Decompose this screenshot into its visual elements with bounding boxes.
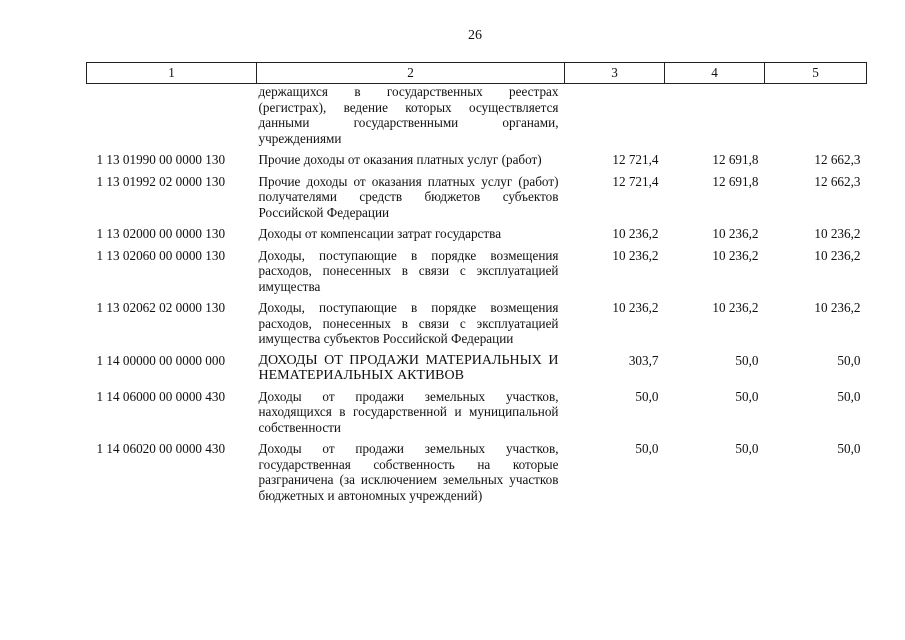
row-value-col3: 12 721,4	[612, 152, 659, 167]
table-row	[87, 300, 867, 353]
row-value-col4: 10 236,2	[712, 247, 759, 263]
row-value-col5: 10 236,2	[814, 247, 861, 263]
table-row	[87, 248, 867, 301]
row-code: 1 13 02000 00 0000 130	[96, 226, 226, 241]
table-row	[87, 152, 867, 174]
row-name: ДОХОДЫ ОТ ПРОДАЖИ МАТЕРИАЛЬНЫХ И НЕМАТЕРИАЛЬНЫХ АКТИВОВ	[258, 352, 559, 383]
row-value-col5: 50,0	[837, 352, 861, 368]
table-row	[87, 226, 867, 248]
row-code: 1 13 01992 02 0000 130	[96, 173, 226, 189]
row-value-col3: 10 236,2	[612, 247, 659, 263]
row-value-col5: 12 662,3	[814, 152, 861, 167]
row-value-col3	[565, 84, 665, 153]
row-value-col5: 10 236,2	[814, 226, 861, 241]
row-value-col3: 50,0	[635, 441, 659, 456]
row-value-col3: 12 721,4	[612, 173, 659, 189]
row-code: 1 14 00000 00 0000 000	[96, 352, 226, 368]
row-name: Доходы от продажи земельных участков, государственная собственность на которые разграничена (за исключением земельных участков бюджетных и автономных учреждений)	[258, 441, 559, 503]
table-row	[87, 441, 867, 509]
row-value-col4: 50,0	[735, 388, 759, 404]
table-row	[87, 389, 867, 442]
row-value-col5: 10 236,2	[814, 300, 861, 315]
row-value-col5: 50,0	[837, 388, 861, 404]
row-name: держащихся в государственных реестрах (регистрах), ведение которых осуществляется данными государственными органами, учреждениями	[258, 84, 559, 146]
row-value-col3: 10 236,2	[612, 300, 659, 315]
table-header-row	[87, 63, 867, 84]
row-value-col4: 10 236,2	[712, 300, 759, 315]
row-value-col3: 50,0	[635, 388, 659, 404]
table-row	[87, 84, 867, 153]
row-name: Доходы от продажи земельных участков, находящихся в государственной и муниципальной собственности	[258, 388, 559, 435]
column-header-2: 2	[257, 63, 565, 84]
table-row	[87, 174, 867, 227]
row-value-col5: 12 662,3	[814, 173, 861, 189]
row-value-col4: 12 691,8	[712, 152, 759, 167]
revenue-table	[86, 62, 867, 509]
row-name: Прочие доходы от оказания платных услуг (работ) получателями средств бюджетов субъектов Российской Федерации	[258, 173, 559, 220]
row-value-col4	[665, 84, 765, 153]
row-code: 1 14 06000 00 0000 430	[96, 388, 226, 404]
row-value-col4: 10 236,2	[712, 226, 759, 241]
row-code: 1 14 06020 00 0000 430	[96, 441, 226, 456]
page-number: 26	[468, 28, 482, 43]
column-header-5: 5	[765, 63, 867, 84]
column-header-1: 1	[87, 63, 257, 84]
row-name: Доходы, поступающие в порядке возмещения расходов, понесенных в связи с эксплуатацией имущества субъектов Российской Федерации	[258, 300, 559, 346]
row-value-col5: 50,0	[837, 441, 861, 456]
row-value-col4: 50,0	[735, 352, 759, 368]
row-value-col3: 10 236,2	[612, 226, 659, 241]
row-code	[87, 84, 257, 153]
table-row	[87, 353, 867, 389]
row-code: 1 13 02060 00 0000 130	[96, 247, 226, 263]
row-value-col5	[765, 84, 867, 153]
column-header-3: 3	[565, 63, 665, 84]
row-value-col4: 50,0	[735, 441, 759, 456]
row-code: 1 13 02062 02 0000 130	[96, 300, 226, 315]
row-value-col3: 303,7	[628, 352, 659, 368]
row-code: 1 13 01990 00 0000 130	[96, 152, 226, 167]
row-name: Прочие доходы от оказания платных услуг (работ)	[258, 152, 542, 167]
row-name: Доходы от компенсации затрат государства	[258, 226, 502, 241]
row-name: Доходы, поступающие в порядке возмещения расходов, понесенных в связи с эксплуатацией имущества	[258, 247, 559, 294]
row-value-col4: 12 691,8	[712, 173, 759, 189]
column-header-4: 4	[665, 63, 765, 84]
